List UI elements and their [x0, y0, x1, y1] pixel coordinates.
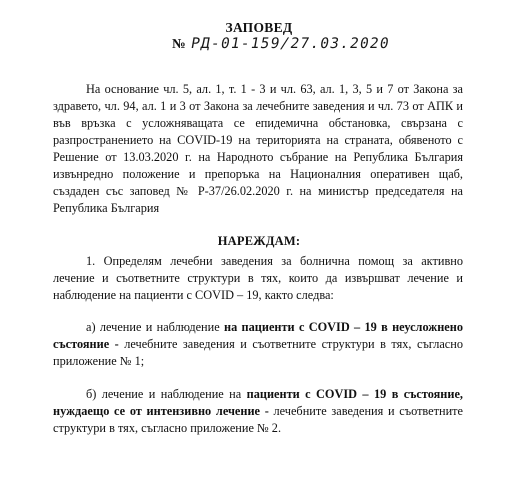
- item-b-text: б) лечение и наблюдение на: [86, 387, 247, 401]
- order-number-line: [172, 36, 390, 53]
- document-title: ЗАПОВЕД: [225, 20, 293, 35]
- item-a-text-end: лечебните заведения и съответните структури в тях, съгласно приложение № 1;: [53, 337, 463, 368]
- item-b-bold-text: пациенти с COVID – 19 в състояние, нуждаещо се от интензивно лечение -: [53, 387, 463, 418]
- point-1-paragraph: 1. Определям лечебни заведения за болнична помощ за активно лечение и съответните структури в тях, които да извършват лечение и наблюдение на пациенти с COVID – 19, както следва:: [53, 254, 463, 302]
- number-sign: №: [172, 36, 186, 51]
- order-heading: НАРЕЖДАМ:: [217, 234, 301, 248]
- item-b-paragraph: [53, 386, 463, 437]
- item-a-text: а) лечение и наблюдение: [86, 320, 224, 334]
- preamble-paragraph: На основание чл. 5, ал. 1, т. 1 - 3 и чл. 63, ал. 1, 3, 5 и 7 от Закона за здравето, чл. 94, ал. 1 и 3 от Закона за лечебните заведения и чл. 73 от АПК и във връзка с усложняващата се епидемична обстановка, свързана с разпространението на COVID-19 на територията на страната, обявеното с Решение от 13.03.2020 г. на Народното събрание на Република България извънредно положение и препоръка на Националния оперативен щаб, създаден със заповед № Р-37/26.02.2020 г. на министър председателя на Република България: [53, 82, 463, 215]
- item-a-paragraph: [53, 319, 463, 370]
- item-a-bold-text: на пациенти с COVID – 19 в неусложнено състояние -: [53, 320, 463, 351]
- item-b-text-end: лечебните заведения и съответните структури в тях, съгласно приложение № 2.: [53, 404, 463, 435]
- handwritten-order-number: РД-01-159/27.03.2020: [189, 36, 392, 52]
